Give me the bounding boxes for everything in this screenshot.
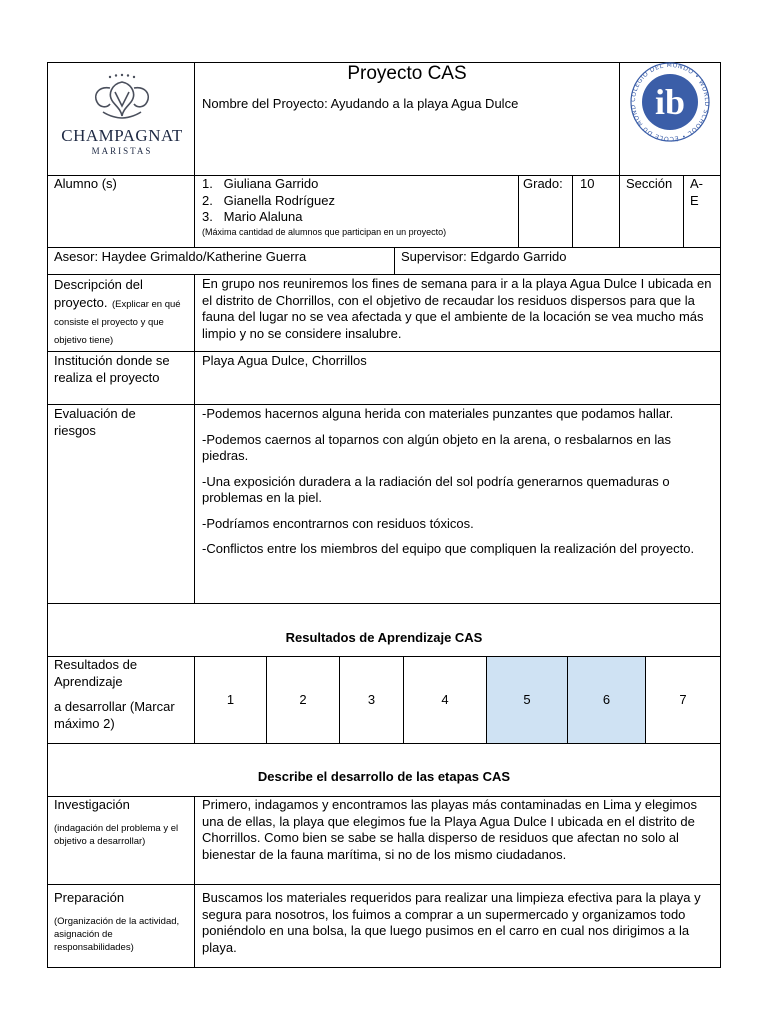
asesor: Asesor: Haydee Grimaldo/Katherine Guerra — [54, 249, 307, 264]
ib-ring-text: COLEGIO DEL MUNDO • WORLD SCHOOL • ÉCOLE DU MOND — [629, 62, 711, 142]
preparacion-note: (Organización de la actividad, asignación de responsabilidades) — [54, 915, 180, 953]
section-value — [690, 176, 703, 209]
ib-letters: ib — [654, 82, 686, 122]
preparacion-text: Buscamos los materiales requeridos para realizar una limpieza efectiva para la playa y segura para nosotros, los fuimos a comprar a un supermercado y organizamos todo poniéndolo en una bolsa, la que luego pusimos en el carro en cual nos dirigimos a la playa. — [202, 890, 701, 955]
description-label-note: (Explicar en qué consiste el proyecto y que objetivo tiene) — [54, 299, 181, 346]
risk-item: -Conflictos entre los miembros del equipo que compliquen la realización del proyecto. — [202, 541, 695, 556]
stages-heading: Describe el desarrollo de las etapas CAS — [257, 769, 511, 784]
section-value-line: E — [690, 192, 699, 208]
risk-item: -Podemos caernos al toparnos con algún objeto en la arena, o resbalarnos en las piedras. — [202, 431, 672, 463]
outcome-number: 3 — [367, 691, 376, 707]
outcome-cell-4[interactable] — [404, 657, 486, 743]
learning-heading: Resultados de Aprendizaje CAS — [285, 630, 483, 645]
outcome-number: 5 — [523, 691, 531, 707]
preparacion-label-cell — [54, 890, 190, 954]
risks-label: Evaluación de riesgos — [54, 406, 136, 438]
investigacion-label-cell — [54, 797, 190, 848]
institution-value: Playa Agua Dulce, Chorrillos — [202, 353, 367, 368]
outcome-cell-7[interactable] — [646, 657, 720, 743]
risks-list — [202, 406, 718, 558]
student-item: 1. Giuliana Garrido — [202, 176, 319, 191]
outcome-number: 2 — [299, 691, 307, 707]
outcome-cell-6[interactable] — [568, 657, 645, 743]
champagnat-name: CHAMPAGNAT — [61, 126, 183, 145]
student-item: 3. Mario Alaluna — [202, 209, 303, 224]
outcome-cell-2[interactable] — [267, 657, 339, 743]
ib-logo — [624, 62, 716, 142]
student-item: 2. Gianella Rodríguez — [202, 192, 335, 208]
risk-item: -Podríamos encontrarnos con residuos tóxicos. — [202, 515, 474, 531]
students-list — [202, 176, 514, 239]
grade-label: Grado: — [523, 176, 563, 191]
risk-item: -Podemos hacernos alguna herida con materiales punzantes que podamos hallar. — [202, 406, 674, 421]
learning-label-line: Resultados de Aprendizaje — [54, 657, 138, 689]
risk-item: -Una exposición duradera a la radiación del sol podría generarnos quemaduras o problemas en la piel. — [202, 473, 670, 505]
learning-label-cell — [54, 657, 192, 732]
project-name: Nombre del Proyecto: Ayudando a la playa Agua Dulce — [202, 96, 519, 111]
champagnat-emblem-icon — [77, 72, 167, 124]
outcome-cell-3[interactable] — [340, 657, 403, 743]
outcome-number: 1 — [226, 691, 235, 707]
champagnat-logo — [50, 72, 194, 162]
description-label: Descripción del proyecto. — [54, 277, 143, 310]
description-label-cell — [54, 276, 192, 348]
learning-label-line: a desarrollar (Marcar máximo 2) — [54, 699, 175, 731]
investigacion-text: Primero, indagamos y encontramos las playas más contaminadas en Lima y elegimos una de ellas, la playa que elegimos fue la Playa Agua Dulce I ubicada en el distrito de Chorrillos. Como bien se sabe se halla disperso de residuos que afectan no solo al bienestar de la fauna marítima, si no de los mismo ciudadanos. — [202, 797, 697, 862]
outcome-cell-1[interactable] — [195, 657, 266, 743]
outcome-number: 7 — [679, 691, 687, 707]
students-note: (Máxima cantidad de alumnos que participan en un proyecto) — [202, 226, 447, 237]
section-value-line: A- — [690, 176, 703, 191]
page-title: Proyecto CAS — [347, 63, 467, 84]
outcome-number: 6 — [602, 691, 611, 707]
champagnat-sub: MARISTAS — [91, 146, 153, 156]
outcome-cell-5[interactable] — [487, 657, 567, 743]
outcome-number: 4 — [441, 691, 449, 707]
students-label: Alumno (s) — [54, 176, 117, 191]
preparacion-label: Preparación — [54, 890, 125, 905]
supervisor: Supervisor: Edgardo Garrido — [401, 249, 567, 264]
grade-value: 10 — [580, 176, 595, 191]
investigacion-label: Investigación — [54, 797, 130, 812]
ib-world-school-icon — [624, 62, 716, 142]
description-text: En grupo nos reuniremos los fines de semana para ir a la playa Agua Dulce I ubicada en el distrito de Chorrillos, con el objetivo de recaudar los residuos dispersos para que la fauna del lugar no se vea afectada y que el ambiente de la locación se vea mucho más limpio y no se considere insalubre. — [202, 276, 712, 341]
section-label: Sección — [626, 176, 673, 191]
investigacion-note: (indagación del problema y el objetivo a desarrollar) — [54, 822, 179, 847]
institution-label: Institución donde se realiza el proyecto — [54, 353, 170, 385]
